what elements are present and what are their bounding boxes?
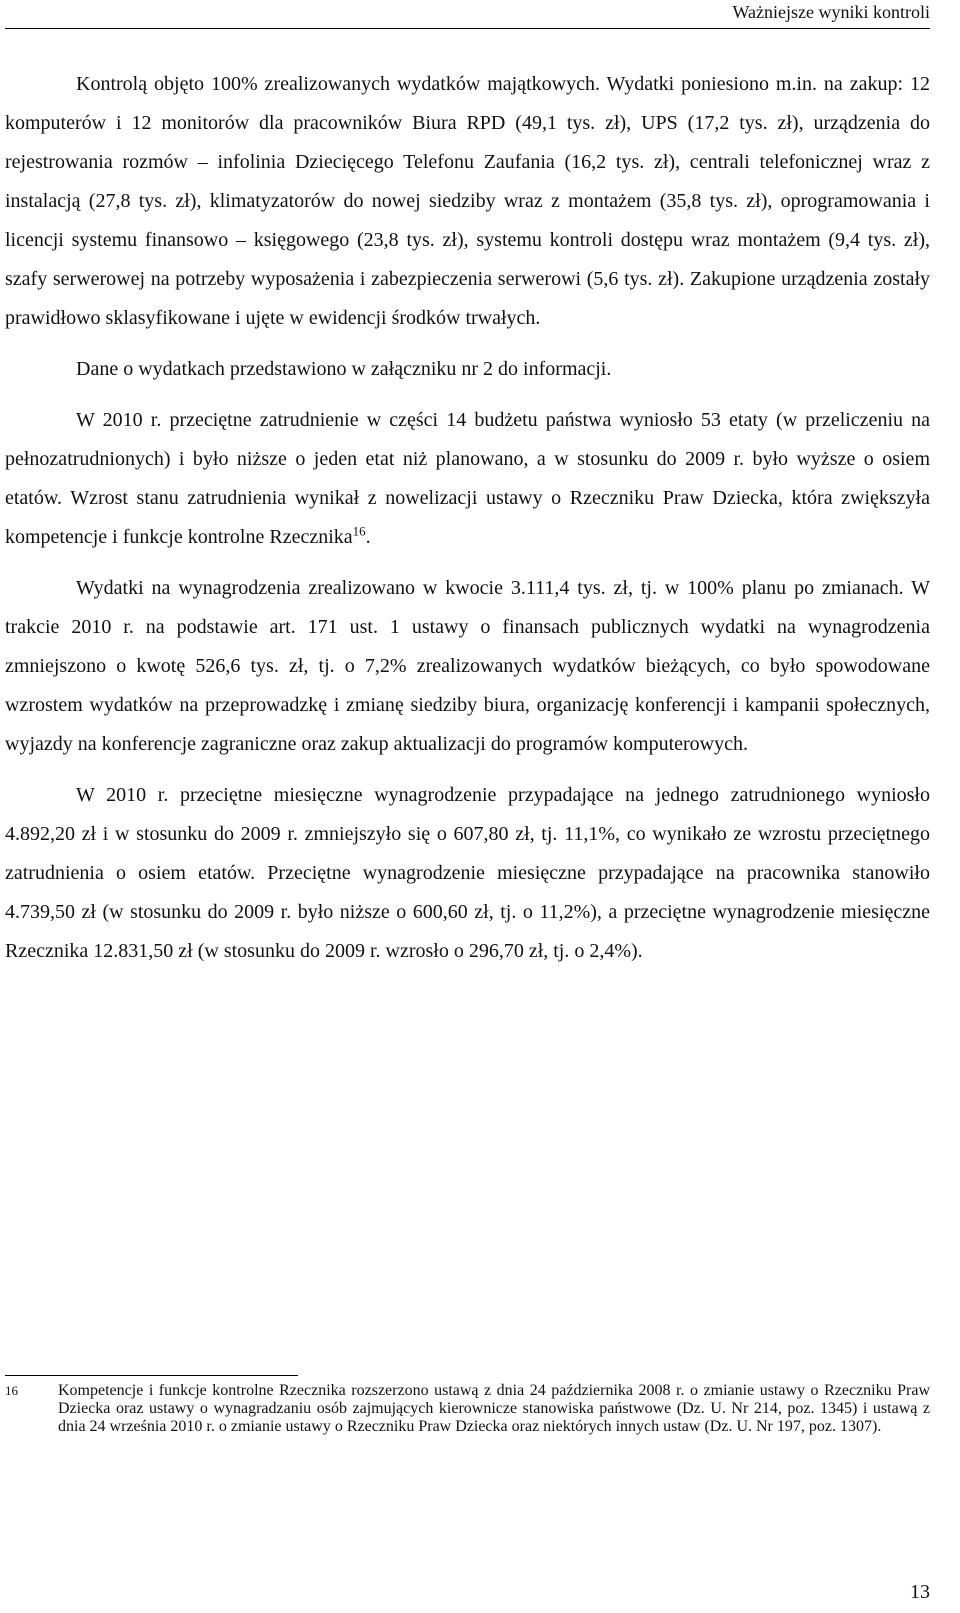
- paragraph-average-salary: W 2010 r. przeciętne miesięczne wynagrodzenie przypadające na jednego zatrudnionego wyniosło 4.892,20 zł i w stosunku do 2009 r. zmniejszyło się o 607,80 zł, tj. 11,1%, co wynikało ze wzrostu przeciętnego zatrudnienia o osiem etatów. Przeciętne wynagrodzenie miesięczne przypadające na pracownika stanowiło 4.739,50 zł (w stosunku do 2009 r. było niższe o 600,60 zł, tj. o 11,2%), a przeciętne wynagrodzenie miesięczne Rzecznika 12.831,50 zł (w stosunku do 2009 r. wzrosło o 296,70 zł, tj. o 2,4%).: [5, 784, 930, 962]
- page-number: 13: [910, 1581, 930, 1603]
- footnote-separator: [5, 1375, 298, 1376]
- paragraph-employment-text: W 2010 r. przeciętne zatrudnienie w części 14 budżetu państwa wyniosło 53 etaty (w przeliczeniu na pełnozatrudnionych) i było niższe o jeden etat niż planowano, a w stosunku do 2009 r. było wyższe o osiem etatów. Wzrost stanu zatrudnienia wynikał z nowelizacji ustawy o Rzeczniku Praw Dziecka, która zwiększyła kompetencje i funkcje kontrolne Rzecznika: [5, 409, 930, 548]
- running-header: Ważniejsze wyniki kontroli: [732, 2, 930, 22]
- paragraph-salary-expenditure: Wydatki na wynagrodzenia zrealizowano w kwocie 3.111,4 tys. zł, tj. w 100% planu po zmianach. W trakcie 2010 r. na podstawie art. 171 ust. 1 ustawy o finansach publicznych wydatki na wynagrodzenia zmniejszono o kwotę 526,6 tys. zł, tj. o 7,2% zrealizowanych wydatków bieżących, co było spowodowane wzrostem wydatków na przeprowadzkę i zmianę siedziby biura, organizację konferencji i kampanii społecznych, wyjazdy na konferencje zagraniczne oraz zakup aktualizacji do programów komputerowych.: [5, 577, 930, 755]
- footnote-text: Kompetencje i funkcje kontrolne Rzecznika rozszerzono ustawą z dnia 24 października 2008 r. o zmianie ustawy o Rzeczniku Praw Dziecka oraz ustawy o wynagradzaniu osób zajmujących kierownicze stanowiska państwowe (Dz. U. Nr 214, poz. 1345) i ustawą z dnia 24 września 2010 r. o zmianie ustawy o Rzeczniku Praw Dziecka oraz niektórych innych ustaw (Dz. U. Nr 197, poz. 1307).: [58, 1382, 930, 1435]
- paragraph-attachment-note: Dane o wydatkach przedstawiono w załączniku nr 2 do informacji.: [76, 358, 612, 380]
- footnote-number: 16: [5, 1383, 18, 1398]
- paragraph-employment: [5, 401, 930, 557]
- paragraph-employment-tail: .: [365, 526, 371, 548]
- paragraph-capital-expenditure: Kontrolą objęto 100% zrealizowanych wydatków majątkowych. Wydatki poniesiono m.in. na zakup: 12 komputerów i 12 monitorów dla pracowników Biura RPD (49,1 tys. zł), UPS (17,2 tys. zł), urządzenia do rejestrowania rozmów – infolinia Dziecięcego Telefonu Zaufania (16,2 tys. zł), centrali telefonicznej wraz z instalacją (27,8 tys. zł), klimatyzatorów do nowej siedziby wraz z montażem (35,8 tys. zł), oprogramowania i licencji systemu finansowo – księgowego (23,8 tys. zł), systemu kontroli dostępu wraz montażem (9,4 tys. zł), szafy serwerowej na potrzeby wyposażenia i zabezpieczenia serwerowi (5,6 tys. zł). Zakupione urządzenia zostały prawidłowo sklasyfikowane i ujęte w ewidencji środków trwałych.: [5, 73, 930, 329]
- footnote: [5, 1382, 930, 1436]
- document-body: [5, 65, 930, 971]
- footnote-reference[interactable]: 16: [352, 523, 366, 539]
- header-rule: [5, 28, 930, 29]
